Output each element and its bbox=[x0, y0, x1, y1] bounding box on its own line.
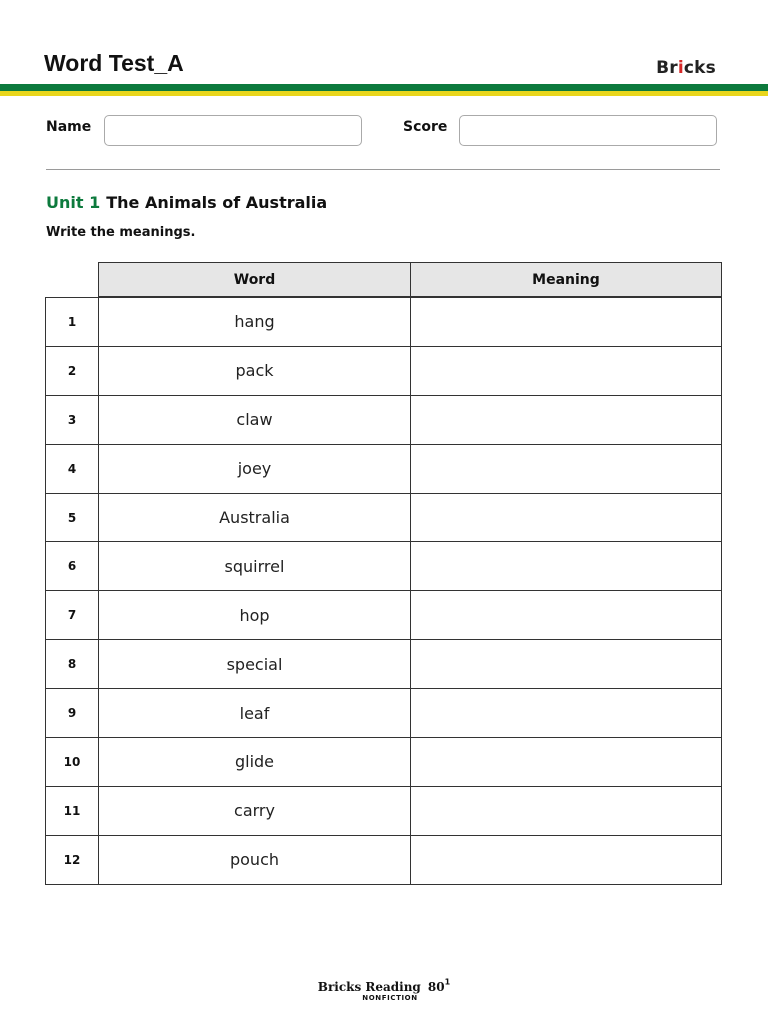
table-row bbox=[46, 541, 721, 590]
table-row bbox=[46, 639, 721, 688]
logo-text-accent: i bbox=[677, 58, 684, 78]
section-divider bbox=[46, 169, 720, 170]
unit-number: Unit 1 bbox=[46, 193, 101, 212]
footer-level: 80 bbox=[427, 980, 445, 994]
table-body bbox=[45, 297, 722, 885]
score-field[interactable] bbox=[459, 115, 717, 146]
meaning-input[interactable] bbox=[411, 689, 721, 737]
table-row bbox=[46, 737, 721, 786]
row-number: 7 bbox=[46, 591, 99, 639]
table-row bbox=[46, 297, 721, 346]
table-row bbox=[46, 493, 721, 542]
row-meaning-cell bbox=[411, 591, 721, 639]
meaning-input[interactable] bbox=[411, 787, 721, 835]
table-header-row bbox=[45, 262, 722, 297]
meaning-input[interactable] bbox=[411, 347, 721, 395]
table-row bbox=[46, 346, 721, 395]
row-word: hop bbox=[99, 591, 411, 639]
row-word: carry bbox=[99, 787, 411, 835]
score-label: Score bbox=[403, 119, 448, 135]
row-word: special bbox=[99, 640, 411, 688]
table-row bbox=[46, 688, 721, 737]
header-stripe-yellow bbox=[0, 91, 768, 96]
word-table bbox=[45, 262, 722, 885]
unit-heading bbox=[46, 193, 327, 212]
row-meaning-cell bbox=[411, 445, 721, 493]
column-header-meaning: Meaning bbox=[410, 262, 722, 297]
row-number: 10 bbox=[46, 738, 99, 786]
meaning-input[interactable] bbox=[411, 640, 721, 688]
row-number: 9 bbox=[46, 689, 99, 737]
row-number: 3 bbox=[46, 396, 99, 444]
row-word: leaf bbox=[99, 689, 411, 737]
meaning-input[interactable] bbox=[411, 738, 721, 786]
row-number: 6 bbox=[46, 542, 99, 590]
footer-subtitle: NONFICTION bbox=[362, 994, 418, 1002]
page-title: Word Test_A bbox=[44, 50, 184, 76]
row-word: joey bbox=[99, 445, 411, 493]
meaning-input[interactable] bbox=[411, 494, 721, 542]
table-row bbox=[46, 786, 721, 835]
logo-text-start: Br bbox=[656, 58, 678, 78]
instruction-text: Write the meanings. bbox=[46, 225, 196, 240]
footer-brand: Bricks Reading bbox=[317, 980, 421, 994]
row-word: hang bbox=[99, 298, 411, 346]
row-number: 8 bbox=[46, 640, 99, 688]
row-meaning-cell bbox=[411, 738, 721, 786]
row-number: 12 bbox=[46, 836, 99, 884]
meaning-input[interactable] bbox=[411, 396, 721, 444]
row-number: 1 bbox=[46, 298, 99, 346]
row-meaning-cell bbox=[411, 494, 721, 542]
row-word: Australia bbox=[99, 494, 411, 542]
footer-badge: 1 bbox=[444, 977, 451, 987]
footer bbox=[0, 976, 768, 1002]
name-field[interactable] bbox=[104, 115, 362, 146]
meaning-input[interactable] bbox=[411, 445, 721, 493]
table-row bbox=[46, 835, 721, 884]
meaning-input[interactable] bbox=[411, 591, 721, 639]
header-stripe-green bbox=[0, 84, 768, 91]
row-number: 11 bbox=[46, 787, 99, 835]
unit-title: The Animals of Australia bbox=[106, 193, 328, 212]
table-row bbox=[46, 444, 721, 493]
row-number: 5 bbox=[46, 494, 99, 542]
logo-text-end: cks bbox=[683, 58, 716, 78]
row-number: 4 bbox=[46, 445, 99, 493]
row-word: glide bbox=[99, 738, 411, 786]
row-meaning-cell bbox=[411, 542, 721, 590]
row-meaning-cell bbox=[411, 787, 721, 835]
name-label: Name bbox=[46, 119, 92, 135]
bricks-logo bbox=[656, 58, 716, 78]
row-word: claw bbox=[99, 396, 411, 444]
meaning-input[interactable] bbox=[411, 836, 721, 884]
row-word: pouch bbox=[99, 836, 411, 884]
table-row bbox=[46, 590, 721, 639]
row-meaning-cell bbox=[411, 836, 721, 884]
column-header-word: Word bbox=[98, 262, 411, 297]
meaning-input[interactable] bbox=[411, 298, 721, 346]
row-meaning-cell bbox=[411, 689, 721, 737]
table-row bbox=[46, 395, 721, 444]
row-meaning-cell bbox=[411, 298, 721, 346]
row-word: squirrel bbox=[99, 542, 411, 590]
row-meaning-cell bbox=[411, 640, 721, 688]
row-meaning-cell bbox=[411, 347, 721, 395]
row-number: 2 bbox=[46, 347, 99, 395]
row-meaning-cell bbox=[411, 396, 721, 444]
meaning-input[interactable] bbox=[411, 542, 721, 590]
row-word: pack bbox=[99, 347, 411, 395]
